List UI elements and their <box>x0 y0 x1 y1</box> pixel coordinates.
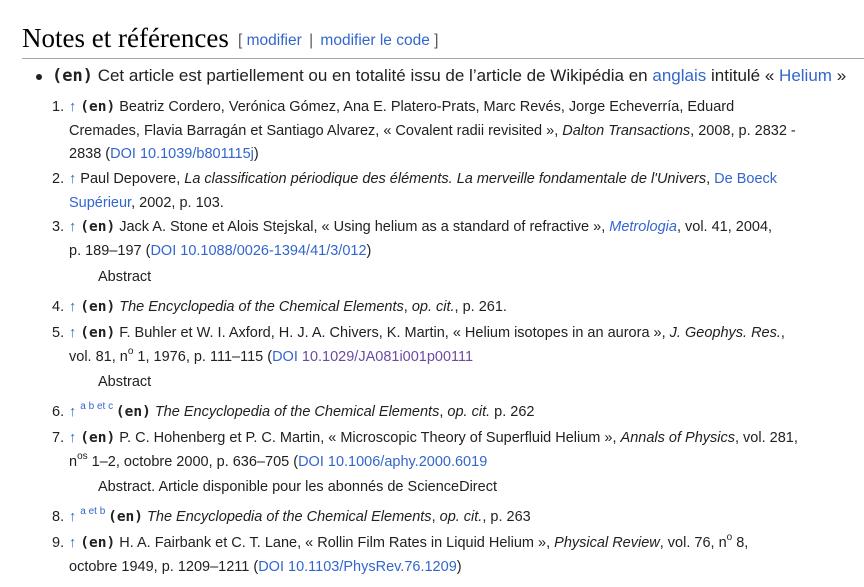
lang-indicator: (en) <box>115 404 151 420</box>
source-note <box>52 65 846 87</box>
doi-value-link[interactable]: 10.1103/PhysRev.76.1209 <box>288 558 457 575</box>
ref-text: , <box>706 171 711 187</box>
book-title: The Encyclopedia of the Chemical Elements <box>119 299 404 315</box>
opcit-text: op. cit. <box>439 509 483 525</box>
reference-item <box>52 168 859 215</box>
backlink-arrow[interactable]: ↑ <box>69 430 77 446</box>
ref-number: 8. <box>52 509 65 525</box>
doi-link[interactable]: DOI <box>150 242 177 259</box>
lang-indicator: (en) <box>80 99 116 115</box>
note-text-mid: intitulé « <box>710 66 775 85</box>
lang-indicator: (en) <box>80 219 116 235</box>
journal-title: Dalton Transactions <box>562 122 691 139</box>
reference-item <box>52 296 859 320</box>
doi-value-link[interactable]: 10.1029/JA081i001p00111 <box>301 348 474 365</box>
ref-text: Jack A. Stone et Alois Stejskal, « Using helium as a standard of refractive », <box>119 219 606 235</box>
backlink-b[interactable]: b <box>88 401 95 412</box>
ref-text: , <box>431 509 436 525</box>
note-text: Cet article est partiellement ou en totalité issu de l’article de Wikipédia en <box>97 66 648 85</box>
superscript: o <box>726 532 733 543</box>
ref-number: 4. <box>52 299 65 315</box>
ref-text: 2838 ( <box>69 146 111 162</box>
ref-author: Paul Depovere, <box>80 171 181 187</box>
edit-separator: | <box>309 32 314 49</box>
ref-text: P. C. Hohenberg et P. C. Martin, « Microscopic Theory of Superfluid Helium », <box>119 430 617 446</box>
ref-number: 9. <box>52 535 65 551</box>
reference-item <box>52 322 859 369</box>
backlink-et: et <box>96 401 106 412</box>
ref-number: 6. <box>52 404 65 420</box>
ref-text: , p. 263 <box>482 509 531 525</box>
ref-number: 5. <box>52 325 65 341</box>
ref-text: , vol. 76, n <box>659 535 727 551</box>
doi-value-link[interactable]: 10.1039/b801115j <box>139 146 254 162</box>
backlink-arrow[interactable]: ↑ <box>69 99 77 115</box>
ref-text: 1–2, octobre 2000, p. 636–705 ( <box>87 453 299 470</box>
section-title: Notes et références <box>22 23 229 53</box>
abstract-text: Abstract <box>98 269 152 285</box>
lang-indicator: (en) <box>52 66 93 86</box>
ref-text: 1, 1976, p. 111–115 ( <box>133 348 273 365</box>
ref-text: , vol. 41, 2004, <box>676 219 773 235</box>
publisher-link-cont[interactable]: Supérieur <box>69 194 132 211</box>
ref-text: octobre 1949, p. 1209–1211 ( <box>69 558 259 575</box>
article-link-helium[interactable]: Helium <box>779 66 832 85</box>
superscript: o <box>127 345 134 357</box>
edit-section-links <box>238 32 438 50</box>
edit-link[interactable]: modifier <box>246 32 302 49</box>
doi-link[interactable]: DOI <box>258 558 284 575</box>
superscript: os <box>77 450 88 462</box>
abstract-text: Abstract. Article disponible pour les abonnés de ScienceDirect <box>98 479 497 495</box>
reference-item <box>52 532 859 579</box>
ref-text: , 2008, p. 2832 - <box>690 122 796 139</box>
journal-title: Annals of Physics <box>620 430 735 446</box>
reference-item <box>52 96 859 167</box>
ref-number: 3. <box>52 219 65 235</box>
ref-text: ) <box>456 558 462 575</box>
backlink-arrow[interactable]: ↑ <box>69 535 77 551</box>
reference-item <box>52 427 859 474</box>
note-text-end: » <box>836 66 847 85</box>
ref-text: , <box>780 325 785 341</box>
section-heading <box>22 20 864 59</box>
ref-text: 8, <box>732 535 749 551</box>
backlink-letters <box>80 401 116 412</box>
ref-number: 1. <box>52 99 65 115</box>
backlink-arrow: ↑ <box>69 509 77 525</box>
backlink-a[interactable]: a <box>80 506 86 517</box>
lang-indicator: (en) <box>80 430 116 446</box>
ref-text: p. 189–197 ( <box>69 242 151 259</box>
bullet-icon <box>36 74 42 80</box>
edit-code-link[interactable]: modifier le code <box>320 32 430 49</box>
lang-indicator: (en) <box>80 299 116 315</box>
ref-text: p. 262 <box>490 404 535 420</box>
publisher-link[interactable]: De Boeck <box>714 171 778 187</box>
doi-link[interactable]: DOI <box>272 348 298 365</box>
backlink-b[interactable]: b <box>99 506 106 517</box>
ref-text: vol. 81, n <box>69 348 128 365</box>
ref-text: H. A. Fairbank et C. T. Lane, « Rollin Film Rates in Liquid Helium », <box>119 535 551 551</box>
ref-text: , vol. 281, <box>734 430 798 446</box>
reference-item <box>52 216 859 263</box>
book-title: La classification périodique des éléments. La merveille fondamentale de l'Univers <box>184 171 707 187</box>
backlink-arrow[interactable]: ↑ <box>69 171 77 187</box>
ref-text: , 2002, p. 103. <box>131 194 224 211</box>
ref-number: 2. <box>52 171 65 187</box>
backlink-c[interactable]: c <box>108 401 114 412</box>
ref-text: , <box>403 299 408 315</box>
journal-title: J. Geophys. Res. <box>669 325 781 341</box>
edit-bracket-open: [ <box>238 32 243 49</box>
doi-value-link[interactable]: 10.1006/aphy.2000.6019 <box>327 453 488 470</box>
journal-title: Physical Review <box>554 535 660 551</box>
backlink-et: et <box>88 506 97 517</box>
backlink-arrow[interactable]: ↑ <box>69 299 77 315</box>
backlink-arrow[interactable]: ↑ <box>69 219 77 235</box>
ref-text: Beatriz Cordero, Verónica Gómez, Ana E. Platero-Prats, Marc Revés, Jorge Echeverría, Eduard <box>119 99 735 115</box>
lang-indicator: (en) <box>108 509 144 525</box>
backlink-a[interactable]: a <box>80 401 86 412</box>
lang-indicator: (en) <box>80 535 116 551</box>
journal-link[interactable] <box>609 219 677 235</box>
opcit-text: op. cit. <box>447 404 491 420</box>
doi-value-link[interactable]: 10.1088/0026-1394/41/3/012 <box>180 242 367 259</box>
backlink-arrow[interactable]: ↑ <box>69 325 77 341</box>
ref-text: , <box>439 404 444 420</box>
ref-text: n <box>69 453 78 470</box>
ref-text: F. Buhler et W. I. Axford, H. J. A. Chivers, K. Martin, « Helium isotopes in an aurora », <box>119 325 666 341</box>
doi-link[interactable]: DOI <box>110 146 136 162</box>
ref-text: ) <box>253 146 259 162</box>
backlink-arrow: ↑ <box>69 404 77 420</box>
ref-text: , p. 261. <box>454 299 507 315</box>
lang-link-anglais[interactable]: anglais <box>652 66 707 85</box>
ref-number: 7. <box>52 430 65 446</box>
reference-item <box>52 401 859 425</box>
backlink-letters <box>80 506 108 517</box>
book-title: The Encyclopedia of the Chemical Elements <box>154 404 440 420</box>
lang-indicator: (en) <box>80 325 116 341</box>
reference-item <box>52 506 859 530</box>
doi-link[interactable]: DOI <box>298 453 324 470</box>
opcit-text: op. cit. <box>411 299 455 315</box>
journal-title: Metrologia <box>609 219 677 235</box>
edit-bracket-close: ] <box>434 32 439 49</box>
book-title: The Encyclopedia of the Chemical Elements <box>147 509 432 525</box>
ref-text: Cremades, Flavia Barragán et Santiago Alvarez, « Covalent radii revisited », <box>69 122 559 139</box>
abstract-text: Abstract <box>98 374 152 390</box>
ref-text: ) <box>366 242 372 259</box>
